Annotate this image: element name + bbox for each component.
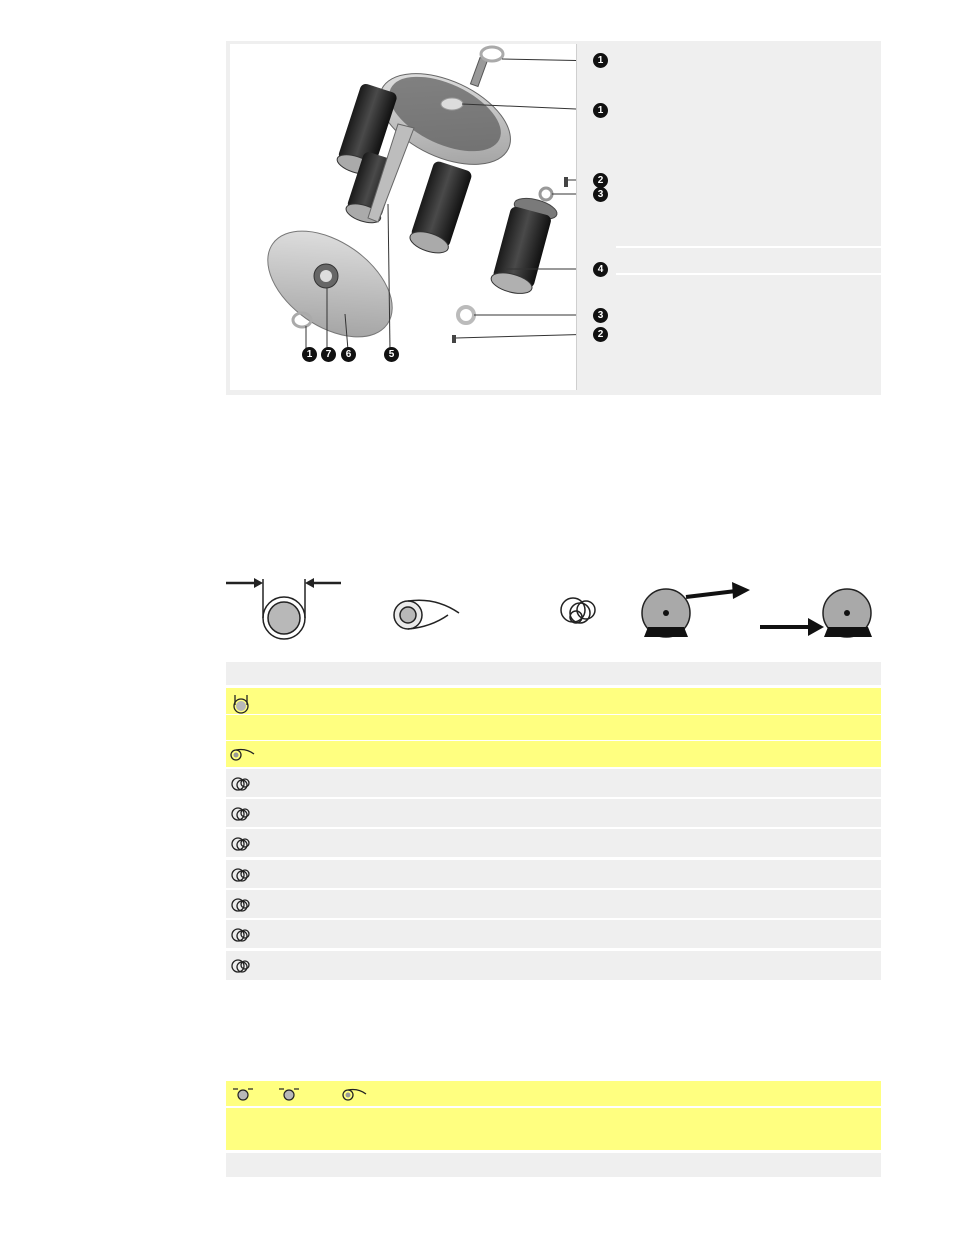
callout-4: 4: [593, 262, 608, 277]
diameter-measure-icon: [278, 1086, 300, 1102]
table-row: [226, 769, 881, 797]
noise-icon: [230, 805, 252, 823]
callout-5: 5: [384, 347, 399, 362]
diameter-measure-icon: [226, 578, 341, 639]
callout-1: 1: [593, 103, 608, 118]
figure-divider: [616, 273, 881, 275]
roller-wear-icon: [230, 746, 256, 762]
roller-wear-icon: [394, 600, 459, 629]
noise-icon: [230, 775, 252, 793]
table-row-highlight: [226, 741, 881, 767]
callout-7: 7: [321, 347, 336, 362]
noise-icon: [230, 835, 252, 853]
table-row: [226, 829, 881, 857]
callout-2: 2: [593, 173, 608, 188]
callout-1: 1: [302, 347, 317, 362]
table-row-highlight: [226, 1081, 881, 1106]
table-row: [226, 951, 881, 980]
noise-icon: [230, 926, 252, 944]
table-row: [226, 920, 881, 948]
diameter-measure-icon: [230, 694, 252, 714]
callout-2: 2: [593, 327, 608, 342]
exploded-assembly-drawing: [230, 44, 576, 390]
figure-divider: [616, 246, 881, 248]
callout-6: 6: [341, 347, 356, 362]
noise-icon: [230, 957, 252, 975]
table-row-highlight: [226, 1108, 881, 1150]
table-row-highlight: [226, 688, 881, 740]
table-row: [226, 799, 881, 827]
noise-icon: [561, 598, 595, 623]
exploded-assembly-photo: [230, 44, 577, 390]
noise-icon: [230, 896, 252, 914]
table-row: [226, 1153, 881, 1177]
callout-3: 3: [593, 187, 608, 202]
symbol-legend: [226, 575, 881, 645]
motor-drive-icon: [642, 582, 750, 637]
callout-1: 1: [593, 53, 608, 68]
diameter-measure-icon: [232, 1086, 254, 1102]
motor-drive-icon: [760, 589, 872, 637]
table-row: [226, 890, 881, 918]
roller-wear-icon: [342, 1086, 368, 1102]
noise-icon: [230, 866, 252, 884]
table-row: [226, 860, 881, 888]
table-header-row: [226, 662, 881, 685]
callout-3: 3: [593, 308, 608, 323]
